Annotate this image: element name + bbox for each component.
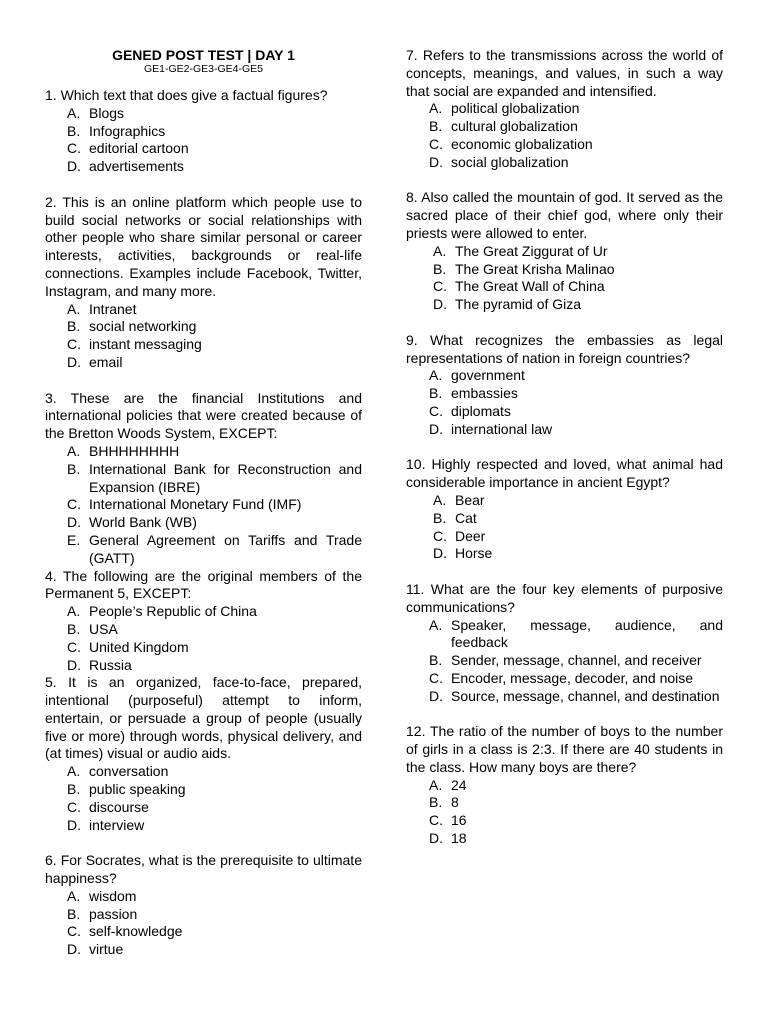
option-letter: C. [67, 923, 81, 940]
question-7 [406, 47, 723, 172]
option-a [67, 105, 362, 123]
option-list [45, 603, 362, 674]
option-letter: B. [429, 118, 443, 135]
option-text: International Bank for Reconstruction and Expansion (IBRE) [89, 460, 362, 495]
option-list [406, 367, 723, 438]
question-11 [406, 581, 723, 706]
option-d [67, 941, 362, 959]
option-c [429, 812, 723, 830]
option-letter: C. [67, 336, 81, 353]
option-text: wisdom [89, 887, 137, 904]
option-letter: B. [67, 620, 81, 637]
option-text: People’s Republic of China [89, 603, 257, 620]
question-stem: 6. For Socrates, what is the prerequisite to ultimate happiness? [45, 852, 362, 887]
option-text: Infographics [89, 122, 166, 139]
option-text: instant messaging [89, 336, 202, 353]
option-b [433, 261, 723, 279]
option-c [67, 336, 362, 354]
option-b [429, 118, 723, 136]
option-letter: B. [67, 460, 81, 477]
option-letter: D. [67, 158, 81, 175]
option-text: 16 [451, 812, 467, 829]
option-list [45, 105, 362, 176]
option-c [67, 496, 362, 514]
option-text: government [451, 367, 525, 384]
option-list [406, 617, 723, 706]
option-list [406, 777, 723, 848]
option-text: 24 [451, 776, 467, 793]
option-b [67, 781, 362, 799]
option-letter: D. [67, 353, 81, 370]
option-text: embassies [451, 385, 518, 402]
option-a [429, 777, 723, 795]
option-letter: A. [433, 491, 447, 508]
option-text: Bear [455, 491, 485, 508]
option-text: cultural globalization [451, 118, 578, 135]
option-d [67, 817, 362, 835]
option-d [67, 514, 362, 532]
option-text: United Kingdom [89, 638, 189, 655]
option-text: Intranet [89, 300, 137, 317]
option-letter: B. [67, 122, 81, 139]
option-a [433, 243, 723, 261]
question-stem: 4. The following are the original members of the Permanent 5, EXCEPT: [45, 567, 362, 602]
option-c [429, 670, 723, 688]
option-letter: D. [429, 420, 443, 437]
question-3 [45, 390, 362, 568]
option-e [67, 532, 362, 568]
option-text: Source, message, channel, and destination [451, 687, 720, 704]
option-letter: C. [429, 812, 443, 829]
option-text: advertisements [89, 158, 184, 175]
option-c [67, 923, 362, 941]
option-text: Russia [89, 656, 132, 673]
option-letter: B. [429, 385, 443, 402]
option-text: Cat [455, 509, 477, 526]
option-d [429, 830, 723, 848]
option-letter: A. [429, 367, 443, 384]
option-text: The pyramid of Giza [455, 296, 582, 313]
option-letter: C. [67, 638, 81, 655]
option-c [67, 799, 362, 817]
option-a [67, 888, 362, 906]
page-title: GENED POST TEST | DAY 1 [112, 47, 295, 63]
question-2 [45, 194, 362, 372]
option-letter: C. [67, 496, 81, 513]
option-letter: D. [67, 941, 81, 958]
option-text: Horse [455, 545, 493, 562]
option-text: interview [89, 816, 145, 833]
question-stem: 10. Highly respected and loved, what animal had considerable importance in ancient Egypt? [406, 456, 723, 491]
option-letter: C. [433, 527, 447, 544]
option-text: diplomats [451, 402, 511, 419]
question-stem: 12. The ratio of the number of boys to the number of girls in a class is 2:3. If there are 40 students in the class. How many boys are there? [406, 723, 723, 775]
option-letter: A. [429, 616, 443, 633]
option-letter: C. [433, 278, 447, 295]
option-letter: B. [433, 260, 447, 277]
option-letter: A. [67, 763, 81, 780]
right-column [406, 0, 723, 848]
option-c [433, 528, 723, 546]
option-d [433, 296, 723, 314]
option-d [67, 657, 362, 675]
option-text: virtue [89, 941, 124, 958]
option-a [429, 100, 723, 118]
option-letter: C. [429, 135, 443, 152]
option-letter: A. [67, 300, 81, 317]
option-letter: A. [67, 603, 81, 620]
question-1 [45, 87, 362, 176]
option-letter: C. [429, 402, 443, 419]
option-letter: C. [429, 669, 443, 686]
option-list [45, 301, 362, 372]
question-stem: 8. Also called the mountain of god. It served as the sacred place of their chief god, where only their priests were allowed to enter. [406, 189, 723, 241]
option-letter: B. [433, 509, 447, 526]
question-stem: 9. What recognizes the embassies as legal representations of nation in foreign countries? [406, 331, 723, 366]
question-stem: 11. What are the four key elements of purposive communications? [406, 580, 723, 615]
option-letter: A. [433, 242, 447, 259]
option-letter: D. [433, 545, 447, 562]
option-letter: D. [67, 816, 81, 833]
option-d [429, 688, 723, 706]
option-b [433, 510, 723, 528]
option-b [67, 318, 362, 336]
option-b [67, 123, 362, 141]
option-letter: A. [429, 100, 443, 117]
question-12 [406, 723, 723, 848]
question-5 [45, 674, 362, 834]
option-b [429, 652, 723, 670]
option-a [67, 603, 362, 621]
option-letter: D. [429, 830, 443, 847]
option-text: public speaking [89, 781, 186, 798]
option-text: economic globalization [451, 135, 593, 152]
option-letter: A. [67, 442, 81, 459]
option-d [67, 158, 362, 176]
left-column [45, 0, 362, 959]
question-10 [406, 456, 723, 563]
option-letter: B. [67, 318, 81, 335]
option-text: discourse [89, 798, 149, 815]
option-d [429, 421, 723, 439]
option-d [67, 354, 362, 372]
option-list [406, 492, 723, 563]
option-text: Deer [455, 527, 486, 544]
option-d [433, 545, 723, 563]
question-stem: 2. This is an online platform which people use to build social networks or social relationships with other people who share similar personal or career interests, activities, backgrounds or real-life connections. Examples include Facebook, Twitter, Instagram, and many more. [45, 193, 362, 299]
option-text: editorial cartoon [89, 140, 189, 157]
option-b [67, 621, 362, 639]
option-text: Encoder, message, decoder, and noise [451, 669, 694, 686]
option-list [45, 763, 362, 834]
option-letter: C. [67, 798, 81, 815]
option-b [429, 794, 723, 812]
option-c [429, 403, 723, 421]
option-text: Speaker, message, audience, and feedback [451, 616, 723, 651]
option-c [67, 639, 362, 657]
option-letter: D. [67, 656, 81, 673]
option-a [67, 763, 362, 781]
option-text: email [89, 353, 123, 370]
option-a [429, 367, 723, 385]
option-text: conversation [89, 763, 169, 780]
option-text: political globalization [451, 100, 580, 117]
option-list [406, 243, 723, 314]
option-b [67, 461, 362, 497]
option-text: General Agreement on Tariffs and Trade (GATT) [89, 531, 362, 566]
option-text: 8 [451, 794, 459, 811]
option-letter: D. [433, 296, 447, 313]
option-c [433, 278, 723, 296]
option-list [45, 443, 362, 568]
question-8 [406, 189, 723, 314]
option-text: social networking [89, 318, 197, 335]
option-text: World Bank (WB) [89, 514, 197, 531]
option-list [406, 100, 723, 171]
question-stem: 3. These are the financial Institutions and international policies that were created because of the Bretton Woods System, EXCEPT: [45, 389, 362, 442]
option-text: International Monetary Fund (IMF) [89, 496, 302, 513]
option-c [67, 140, 362, 158]
option-a [67, 443, 362, 461]
option-a [433, 492, 723, 510]
option-letter: C. [67, 140, 81, 157]
option-letter: A. [67, 104, 81, 121]
option-text: social globalization [451, 153, 569, 170]
option-text: The Great Ziggurat of Ur [455, 242, 608, 259]
option-letter: D. [429, 153, 443, 170]
option-letter: D. [429, 687, 443, 704]
option-text: international law [451, 420, 553, 437]
option-text: The Great Krisha Malinao [455, 260, 615, 277]
option-letter: B. [67, 781, 81, 798]
option-d [429, 154, 723, 172]
question-stem: 7. Refers to the transmissions across the world of concepts, meanings, and values, in such a way that social are expanded and intensified. [406, 47, 723, 99]
option-text: self-knowledge [89, 923, 183, 940]
option-a [67, 301, 362, 319]
option-letter: E. [67, 531, 81, 548]
page-subtitle: GE1-GE2-GE3-GE4-GE5 [143, 63, 264, 75]
option-text: BHHHHHHHH [89, 442, 180, 459]
option-text: 18 [451, 830, 467, 847]
option-letter: A. [429, 776, 443, 793]
option-text: Blogs [89, 104, 125, 121]
option-b [429, 385, 723, 403]
option-text: Sender, message, channel, and receiver [451, 652, 702, 669]
option-text: USA [89, 620, 118, 637]
option-letter: B. [429, 652, 443, 669]
option-text: passion [89, 905, 138, 922]
option-letter: B. [429, 794, 443, 811]
question-6 [45, 852, 362, 959]
option-letter: A. [67, 887, 81, 904]
question-stem: 1. Which text that does give a factual figures? [45, 87, 328, 103]
option-text: The Great Wall of China [455, 278, 605, 295]
question-4 [45, 568, 362, 675]
option-a [429, 617, 723, 653]
option-c [429, 136, 723, 154]
option-letter: B. [67, 905, 81, 922]
question-stem: 5. It is an organized, face-to-face, prepared, intentional (purposeful) attempt to inform, entertain, or persuade a group of people (usually five or more) through words, physical delivery, and (at times) visual or audio aids. [45, 674, 362, 762]
option-list [45, 888, 362, 959]
question-9 [406, 332, 723, 439]
option-letter: D. [67, 514, 81, 531]
option-b [67, 906, 362, 924]
